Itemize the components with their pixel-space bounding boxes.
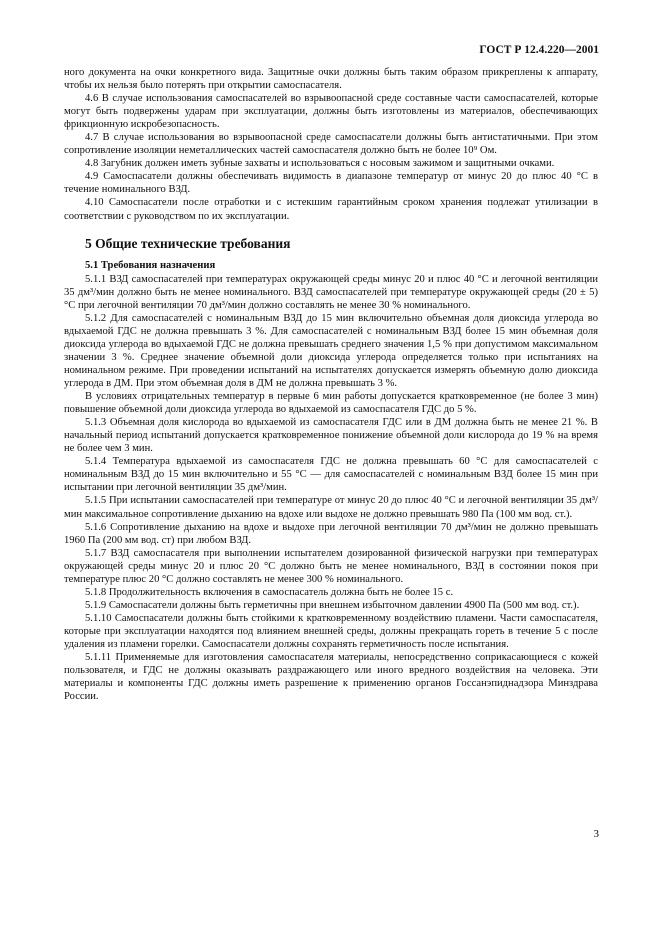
paragraph-5-1-8: 5.1.8 Продолжительность включения в самоспасатель должна быть не более 15 с. [85,586,454,598]
document-header: ГОСТ Р 12.4.220—2001 [479,44,599,56]
paragraph-4-7: 4.7 В случае использования во взрывоопасной среде самоспасатели должны быть антистатичными. При этом сопротивление изоляции неметаллических частей самоспасателя должно быть не более 10⁹ Ом. [64,132,598,157]
paragraph-4-6: 4.6 В случае использования самоспасателей во взрывоопасной среде составные части самоспасателей, которые могут быть подвержены ударам при эксплуатации, должны быть изготовлены из материалов, обеспечивающих фрикционную искробезопасность. [64,93,598,131]
paragraph-5-1-5: 5.1.5 При испытании самоспасателей при температуре от минус 20 до плюс 40 °С и легочной вентиляции 35 дм³/мин максимальное сопротивление дыханию на вдохе или выдохе не должно превышать 980 Па (100 мм вод. ст.). [64,495,598,520]
subsection-title: 5.1 Требования назначения [85,259,216,271]
paragraph-4-10: 4.10 Самоспасатели после отработки и с истекшим гарантийным сроком хранения подлежат утилизации в соответствии с руководством по их эксплуатации. [64,197,598,222]
paragraph-5-1-11: 5.1.11 Применяемые для изготовления самоспасателя материалы, непосредственно соприкасающиеся с кожей пользователя, и ГДС не должны оказывать раздражающего или иного вредного воздействия на человека. Эти материалы и компоненты ГДС должны иметь разрешение к применению органов Госсанэпиднадзора Минздрава России. [64,652,598,703]
paragraph-5-1-2: 5.1.2 Для самоспасателей с номинальным ВЗД до 15 мин включительно объемная доля диоксида углерода во вдыхаемой ГДС не должна превышать 3 %. Для самоспасателей с номинальным ВЗД более 15 мин объемная доля диоксида углерода во вдыхаемой ГДС не должна превышать среднего значения 1,5 % при допустимом максимальном значении 3 %. Среднее значение объемной доли диоксида углерода определяется только при испытаниях на номинальном режиме. При проведении испытаний на испытателях допускается измерять объемную долю диоксида углерода в ДМ. При этом объемная доля в ДМ не должна превышать 3 %. [64,312,598,390]
page-content [64,66,598,703]
paragraph-5-1-4: 5.1.4 Температура вдыхаемой из самоспасателя ГДС не должна превышать 60 °С для самоспасателей с номинальным ВЗД до 15 мин включительно и 55 °С — для самоспасателей с номинальным ВЗД более 15 мин при испытании при легочной вентиляции 35 дм³/мин. [64,456,598,494]
page-number: 3 [593,828,599,840]
paragraph-5-1-1: 5.1.1 ВЗД самоспасателей при температурах окружающей среды минус 20 и плюс 40 °С и легочной вентиляции 35 дм³/мин должно быть не менее номинального. ВЗД самоспасателей при температуре окружающей среды (20 ± 5) °С при легочной вентиляции 70 дм³/мин должно составлять не менее 30 % номинального. [64,273,598,311]
paragraph-5-1-2-cont: В условиях отрицательных температур в первые 6 мин работы допускается кратковременное (не более 3 мин) повышение объемной доли диоксида углерода во вдыхаемой из самоспасателя ГДС до 5 %. [64,391,598,416]
paragraph-5-1-6: 5.1.6 Сопротивление дыханию на вдохе и выдохе при легочной вентиляции 70 дм³/мин не должно превышать 1960 Па (200 мм вод. ст) при любом ВЗД. [64,521,598,546]
paragraph-5-1-9: 5.1.9 Самоспасатели должны быть герметичны при внешнем избыточном давлении 4900 Па (500 мм вод. ст.). [85,599,580,611]
paragraph-4-9: 4.9 Самоспасатели должны обеспечивать видимость в диапазоне температур от минус 20 до плюс 40 °С в течение номинального ВЗД. [64,171,598,196]
paragraph-5-1-7: 5.1.7 ВЗД самоспасателя при выполнении испытателем дозированной физической нагрузки при температурах окружающей среды минус 20 и плюс 20 °С должно быть не менее номинального, ВЗД в состоянии покоя при температуре плюс 20 °С должно составлять не менее 300 % номинального. [64,547,598,585]
paragraph-4-8: 4.8 Загубник должен иметь зубные захваты и использоваться с носовым зажимом и защитными очками. [85,158,555,170]
paragraph-continuation: ного документа на очки конкретного вида. Защитные очки должны быть таким образом прикреплены к аппарату, чтобы их нельзя было потерять при открытии самоспасателя. [64,67,598,92]
section-title: 5 Общие технические требования [85,235,291,251]
paragraph-5-1-10: 5.1.10 Самоспасатели должны быть стойкими к кратковременному воздействию пламени. Части самоспасателя, которые при эксплуатации находятся под влиянием внешней среды, должны прекращать гореть в течение 5 с после удаления из пламени горелки. Самоспасатели должны сохранять герметичность после испытания. [64,612,598,650]
paragraph-5-1-3: 5.1.3 Объемная доля кислорода во вдыхаемой из самоспасателя ГДС или в ДМ должна быть не менее 21 %. В начальный период испытаний допускается кратковременное понижение объемной доли кислорода до 19 % на время не более чем 3 мин. [64,417,598,455]
